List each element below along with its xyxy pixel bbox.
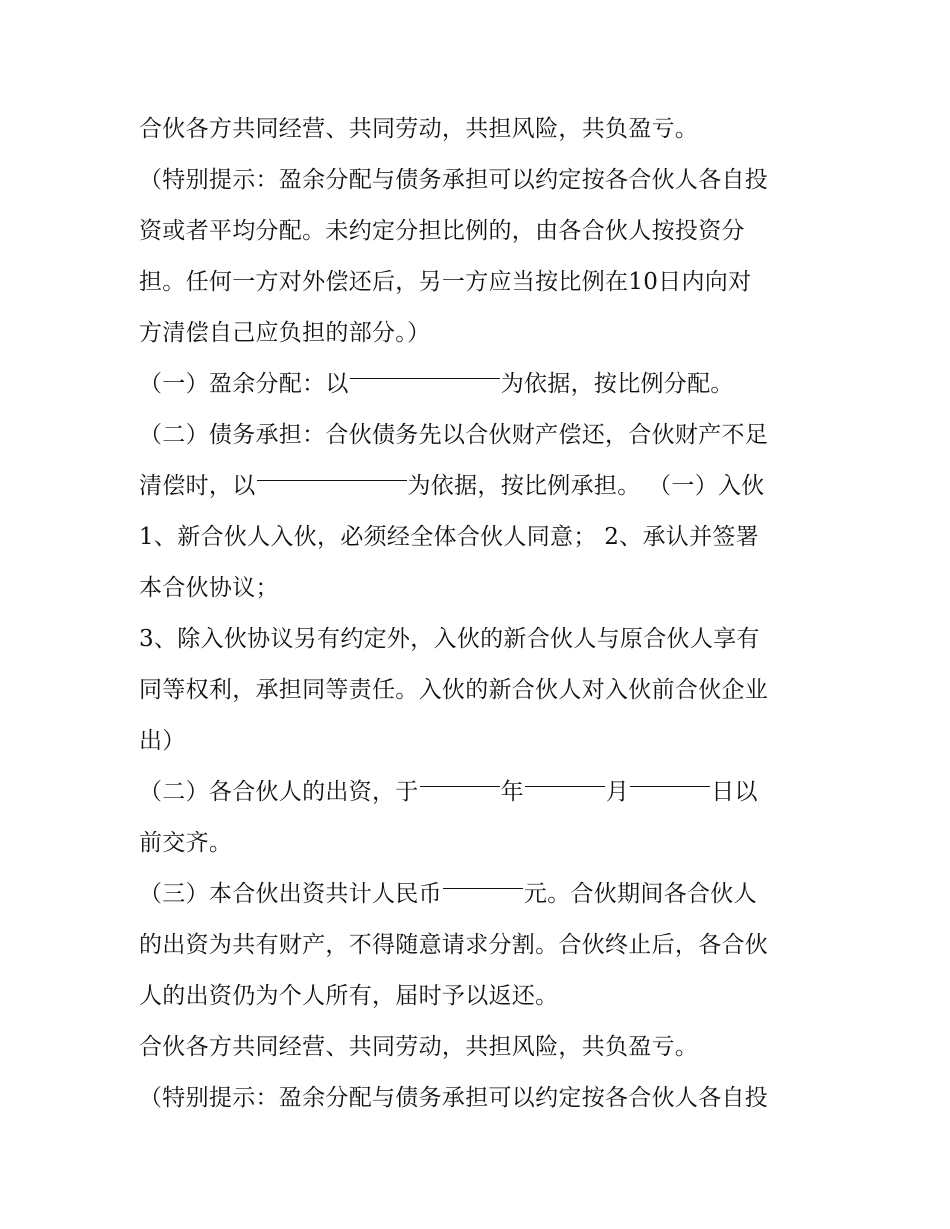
text-line	[139, 971, 819, 1022]
text-segment: （二）债务承担：合伙债务先以合伙财产偿还，合伙财产不足	[139, 422, 769, 448]
text-line	[139, 563, 819, 614]
text-segment: 同等权利，承担同等责任。入伙的新合伙人对入伙前合伙企业	[139, 677, 769, 703]
text-segment: 出）	[139, 728, 186, 754]
text-segment: 年	[500, 779, 524, 805]
fill-in-blank	[420, 785, 500, 787]
text-line	[139, 767, 819, 818]
fill-in-blank	[630, 785, 710, 787]
text-line	[139, 716, 819, 767]
text-line	[139, 818, 819, 869]
text-segment: 的出资为共有财产，不得随意请求分割。合伙终止后，各合伙	[139, 932, 769, 958]
text-segment: （一）盈余分配：以	[139, 371, 349, 397]
text-segment: 人的出资仍为个人所有，届时予以返还。	[139, 983, 559, 1009]
text-line	[139, 206, 819, 257]
text-segment: 方清偿自己应负担的部分。）	[139, 320, 431, 346]
text-segment: （二）各合伙人的出资，于	[139, 779, 419, 805]
text-line	[139, 920, 819, 971]
text-line	[139, 359, 819, 410]
text-line	[139, 461, 819, 512]
text-segment: （三）本合伙出资共计人民币	[139, 881, 442, 907]
text-segment: 合伙各方共同经营、共同劳动，共担风险，共负盈亏。	[139, 116, 699, 142]
text-line	[139, 869, 819, 920]
text-line	[139, 155, 819, 206]
text-segment: 清偿时，以	[139, 473, 256, 499]
text-line	[139, 1073, 819, 1124]
text-line	[139, 410, 819, 461]
fill-in-blank	[443, 887, 523, 889]
text-segment: 前交齐。	[139, 830, 233, 856]
text-segment: 合伙各方共同经营、共同劳动，共担风险，共负盈亏。	[139, 1034, 699, 1060]
fill-in-blank	[525, 785, 605, 787]
fill-in-blank	[350, 377, 500, 379]
document-body	[139, 104, 819, 1124]
text-segment: 担。任何一方对外偿还后，另一方应当按比例在10日内向对	[139, 269, 752, 295]
fill-in-blank	[257, 479, 407, 481]
text-segment: 月	[605, 779, 630, 805]
text-segment: 3、除入伙协议另有约定外，入伙的新合伙人与原合伙人享有	[139, 626, 760, 652]
text-segment: 日以	[711, 779, 758, 805]
text-segment: （特别提示：盈余分配与债务承担可以约定按各合伙人各自投	[139, 167, 769, 193]
text-line	[139, 614, 819, 665]
text-line	[139, 257, 819, 308]
text-segment: （特别提示：盈余分配与债务承担可以约定按各合伙人各自投	[139, 1085, 769, 1111]
text-segment: 为依据，按比例承担。 （一）入伙	[407, 473, 765, 499]
text-segment: 元。合伙期间各合伙人	[523, 881, 757, 907]
text-line	[139, 1022, 819, 1073]
text-line	[139, 308, 819, 359]
text-line	[139, 512, 819, 563]
text-segment: 本合伙协议；	[139, 575, 279, 601]
text-segment: 1、新合伙人入伙，必须经全体合伙人同意； 2、承认并签署	[139, 524, 759, 550]
text-line	[139, 104, 819, 155]
text-segment: 资或者平均分配。未约定分担比例的，由各合伙人按投资分	[139, 218, 745, 244]
text-line	[139, 665, 819, 716]
text-segment: 为依据，按比例分配。	[500, 371, 734, 397]
